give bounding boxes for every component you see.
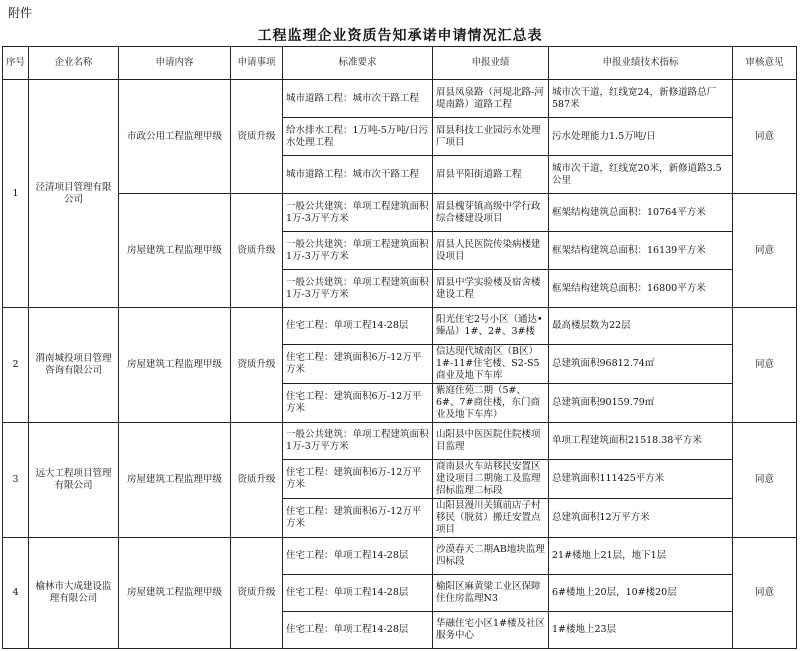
indicator-cell: 21#楼地上21层，地下1层: [549, 538, 733, 575]
standard-cell: 住宅工程：单项工程14-28层: [283, 575, 433, 612]
opinion-cell: 同意: [733, 80, 797, 194]
indicator-cell: 总建筑面积96812.74㎡: [549, 345, 733, 384]
seq-cell: 3: [3, 423, 29, 538]
header-standard: 标准要求: [283, 47, 433, 80]
project-cell: 阳光住宅2号小区（通达•臻品）1#、2#、3#楼: [433, 308, 549, 345]
standard-cell: 给水排水工程：1万吨-5万吨/日污水处理工程: [283, 118, 433, 156]
standard-cell: 住宅工程：建筑面积6万-12万平方米: [283, 499, 433, 538]
content-cell: 房屋建筑工程监理甲级: [119, 308, 231, 423]
opinion-cell: 同意: [733, 423, 797, 538]
standard-cell: 城市道路工程：城市次干路工程: [283, 156, 433, 194]
standard-cell: 一般公共建筑：单项工程建筑面积1万-3万平方米: [283, 270, 433, 308]
opinion-cell: 同意: [733, 308, 797, 423]
indicator-cell: 污水处理能力1.5万吨/日: [549, 118, 733, 156]
header-item: 申请事项: [231, 47, 283, 80]
indicator-cell: 最高楼层数为22层: [549, 308, 733, 345]
project-cell: 榆阳区麻黄梁工业区保障住住房监理N3: [433, 575, 549, 612]
header-content: 申请内容: [119, 47, 231, 80]
table-header-row: [3, 47, 797, 80]
attachment-label: 附件: [8, 6, 33, 20]
standard-cell: 住宅工程：单项工程14-28层: [283, 308, 433, 345]
seq-cell: 4: [3, 538, 29, 649]
project-cell: 信达现代城南区（B区）1#-11#住宅楼、S2-S5商业及地下车库: [433, 345, 549, 384]
standard-cell: 一般公共建筑：单项工程建筑面积1万-3万平方米: [283, 232, 433, 270]
indicator-cell: 6#楼地上20层，10#楼20层: [549, 575, 733, 612]
table-row: [3, 538, 797, 575]
header-company: 企业名称: [29, 47, 119, 80]
header-opinion: 审核意见: [733, 47, 797, 80]
project-cell: 山阳县漫川关镇前店子村移民（脱贫）搬迁安置点项目: [433, 499, 549, 538]
standard-cell: 住宅工程：建筑面积6万-12万平方米: [283, 384, 433, 423]
project-cell: 沙漠春天二期AB地块监理四标段: [433, 538, 549, 575]
table-row: [3, 423, 797, 460]
header-seq: 序号: [3, 47, 29, 80]
indicator-cell: 框架结构建筑总面积：16800平方米: [549, 270, 733, 308]
item-cell: 资质升级: [231, 308, 283, 423]
project-cell: 眉县科技工业园污水处理厂项目: [433, 118, 549, 156]
company-cell: 渭南城投项目管理咨询有限公司: [29, 308, 119, 423]
indicator-cell: 总建筑面积12万平方米: [549, 499, 733, 538]
project-cell: 眉县槐芽镇高级中学行政综合楼建设项目: [433, 194, 549, 232]
header-project: 申报业绩: [433, 47, 549, 80]
item-cell: 资质升级: [231, 423, 283, 538]
company-cell: 榆林市大成建设监理有限公司: [29, 538, 119, 649]
table-row: [3, 194, 797, 232]
indicator-cell: 单项工程建筑面积21518.38平方米: [549, 423, 733, 460]
project-cell: 商南县火车站移民安置区建设项目二期施工及监理招标监理二标段: [433, 460, 549, 499]
indicator-cell: 总建筑面积111425平方米: [549, 460, 733, 499]
content-cell: 房屋建筑工程监理甲级: [119, 194, 231, 308]
project-cell: 眉县凤泉路（河堤北路-河堤南路）道路工程: [433, 80, 549, 118]
table-row: [3, 80, 797, 118]
standard-cell: 住宅工程：建筑面积6万-12万平方米: [283, 345, 433, 384]
project-cell: 华融住宅小区1#楼及社区服务中心: [433, 612, 549, 649]
project-cell: 山阳县中医医院住院楼项目监理: [433, 423, 549, 460]
indicator-cell: 1#楼地上23层: [549, 612, 733, 649]
opinion-cell: 同意: [733, 194, 797, 308]
standard-cell: 住宅工程：建筑面积6万-12万平方米: [283, 460, 433, 499]
project-cell: 紫庭住苑二期（5#、6#、7#商住楼，东门商业及地下车库）: [433, 384, 549, 423]
indicator-cell: 城市次干道，红线宽24，新修道路总厂587米: [549, 80, 733, 118]
standard-cell: 城市道路工程：城市次干路工程: [283, 80, 433, 118]
seq-cell: 2: [3, 308, 29, 423]
indicator-cell: 城市次干道，红线宽20米，新修道路3.5公里: [549, 156, 733, 194]
seq-cell: 1: [3, 80, 29, 308]
item-cell: 资质升级: [231, 80, 283, 194]
standard-cell: 住宅工程：单项工程14-28层: [283, 538, 433, 575]
header-indicator: 申报业绩技术指标: [549, 47, 733, 80]
page-title: 工程监理企业资质告知承诺申请情况汇总表: [257, 28, 543, 44]
standard-cell: 一般公共建筑：单项工程建筑面积1万-3万平方米: [283, 423, 433, 460]
project-cell: 眉县中学实验楼及宿舍楼建设工程: [433, 270, 549, 308]
opinion-cell: 同意: [733, 538, 797, 649]
table-row: [3, 308, 797, 345]
indicator-cell: 框架结构建筑总面积：16139平方米: [549, 232, 733, 270]
summary-table: [2, 46, 797, 649]
content-cell: 房屋建筑工程监理甲级: [119, 538, 231, 649]
project-cell: 眉县平阳街道路工程: [433, 156, 549, 194]
standard-cell: 一般公共建筑：单项工程建筑面积1万-3万平方米: [283, 194, 433, 232]
content-cell: 市政公用工程监理甲级: [119, 80, 231, 194]
project-cell: 眉县人民医院传染病楼建设项目: [433, 232, 549, 270]
item-cell: 资质升级: [231, 194, 283, 308]
standard-cell: 住宅工程：单项工程14-28层: [283, 612, 433, 649]
indicator-cell: 总建筑面积90159.79㎡: [549, 384, 733, 423]
company-cell: 泾清项目管理有限公司: [29, 80, 119, 308]
content-cell: 房屋建筑工程监理甲级: [119, 423, 231, 538]
item-cell: 资质升级: [231, 538, 283, 649]
indicator-cell: 框架结构建筑总面积：10764平方米: [549, 194, 733, 232]
company-cell: 远大工程项目管理有限公司: [29, 423, 119, 538]
